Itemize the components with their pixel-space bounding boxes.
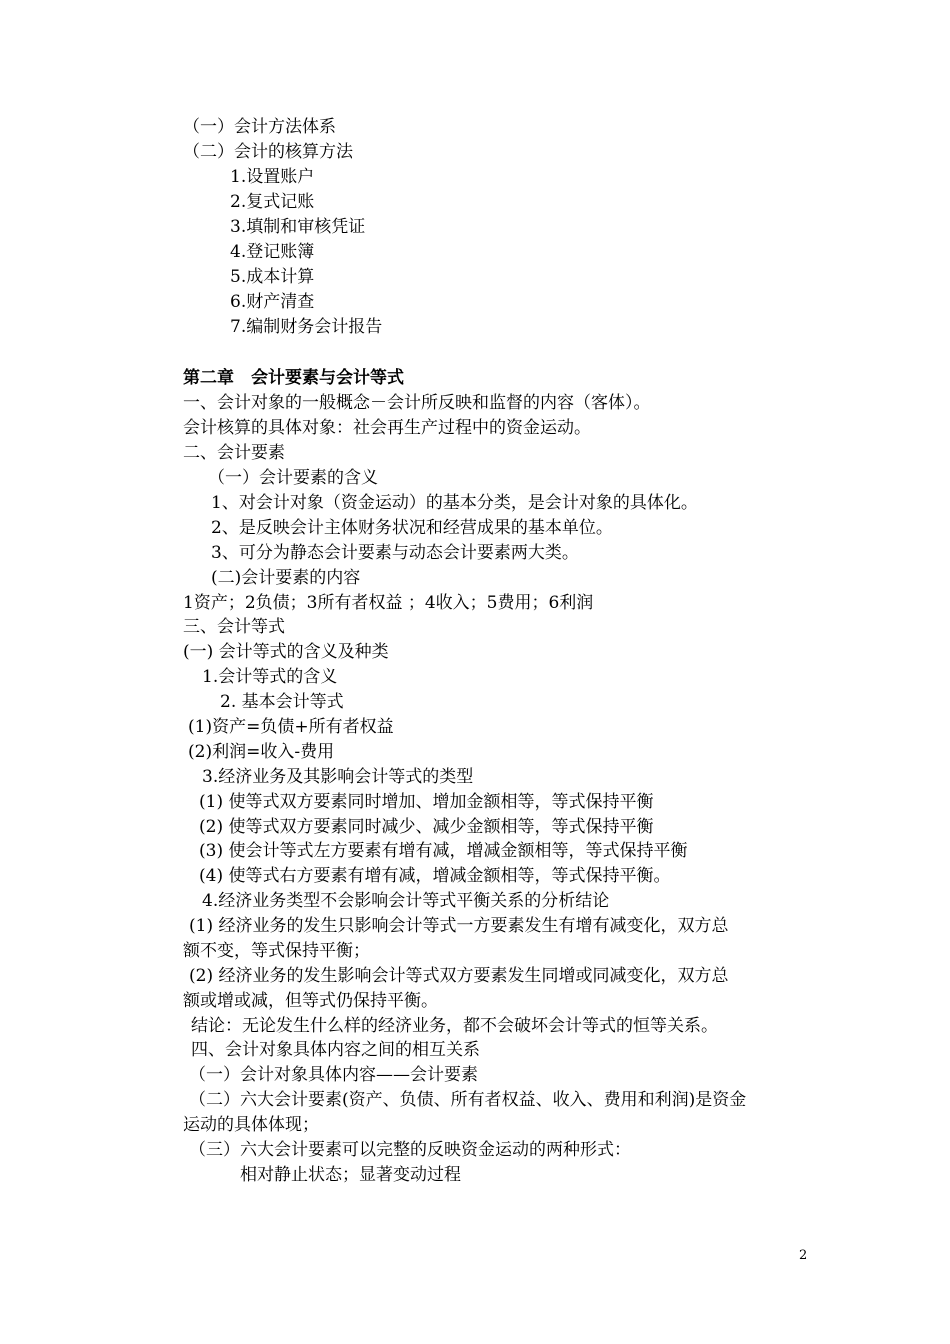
chapter-title: 第二章 会计要素与会计等式	[183, 368, 404, 388]
list-item: 2.复式记账	[230, 192, 315, 212]
list-item: 2、是反映会计主体财务状况和经营成果的基本单位。	[211, 518, 613, 538]
list-item: 1.会计等式的含义	[202, 667, 338, 687]
list-item: (4) 使等式右方要素有增有减，增减金额相等，等式保持平衡。	[199, 866, 671, 886]
text-line: 相对静止状态；显著变动过程	[240, 1165, 461, 1185]
section-heading: （一）会计要素的含义	[208, 468, 378, 488]
list-item: 4.经济业务类型不会影响会计等式平衡关系的分析结论	[202, 891, 610, 911]
list-item: (2) 使等式双方要素同时减少、减少金额相等，等式保持平衡	[199, 817, 654, 837]
section-heading: （一）会计方法体系	[183, 117, 336, 137]
text-line: 额或增或减，但等式仍保持平衡。	[183, 991, 438, 1011]
list-item: 3.填制和审核凭证	[230, 217, 366, 237]
text-line: 结论：无论发生什么样的经济业务，都不会破坏会计等式的恒等关系。	[191, 1016, 718, 1036]
section-heading: （二）会计的核算方法	[183, 142, 353, 162]
text-line: 1资产；2负债；3所有者权益 ；4收入；5费用；6利润	[183, 593, 594, 613]
list-item: (1) 使等式双方要素同时增加、增加金额相等，等式保持平衡	[199, 792, 654, 812]
list-item: 1.设置账户	[230, 167, 315, 187]
section-heading: （一）会计对象具体内容——会计要素	[189, 1065, 478, 1085]
list-item: 6.财产清查	[230, 292, 315, 312]
text-line: 会计核算的具体对象：社会再生产过程中的资金运动。	[183, 418, 591, 438]
page-number: 2	[799, 1248, 808, 1263]
text-line: （三）六大会计要素可以完整的反映资金运动的两种形式：	[189, 1140, 631, 1160]
section-heading: 三、会计等式	[183, 617, 285, 637]
section-heading: 二、会计要素	[183, 443, 285, 463]
text-line: 运动的具体体现；	[183, 1115, 319, 1135]
list-item: (2)利润=收入-费用	[188, 742, 335, 762]
text-line: 额不变，等式保持平衡；	[183, 941, 370, 961]
list-item: 3.经济业务及其影响会计等式的类型	[202, 767, 474, 787]
section-heading: (一) 会计等式的含义及种类	[183, 642, 389, 662]
section-heading: 四、会计对象具体内容之间的相互关系	[191, 1040, 480, 1060]
text-line: 一、会计对象的一般概念－会计所反映和监督的内容（客体）。	[183, 393, 651, 413]
text-line: (2) 经济业务的发生影响会计等式双方要素发生同增或同减变化，双方总	[189, 966, 729, 986]
text-line: (1) 经济业务的发生只影响会计等式一方要素发生有增有减变化，双方总	[189, 916, 729, 936]
list-item: 4.登记账簿	[230, 242, 315, 262]
list-item: (3) 使会计等式左方要素有增有减，增减金额相等，等式保持平衡	[199, 841, 688, 861]
list-item: 5.成本计算	[230, 267, 315, 287]
list-item: (1)资产=负债+所有者权益	[188, 717, 394, 737]
list-item: 1、对会计对象（资金运动）的基本分类，是会计对象的具体化。	[211, 493, 698, 513]
section-heading: (二)会计要素的内容	[211, 568, 361, 588]
list-item: 2. 基本会计等式	[220, 692, 344, 712]
list-item: 3、可分为静态会计要素与动态会计要素两大类。	[211, 543, 579, 563]
text-line: （二）六大会计要素(资产、负债、所有者权益、收入、费用和利润)是资金	[189, 1090, 747, 1110]
list-item: 7.编制财务会计报告	[230, 317, 383, 337]
